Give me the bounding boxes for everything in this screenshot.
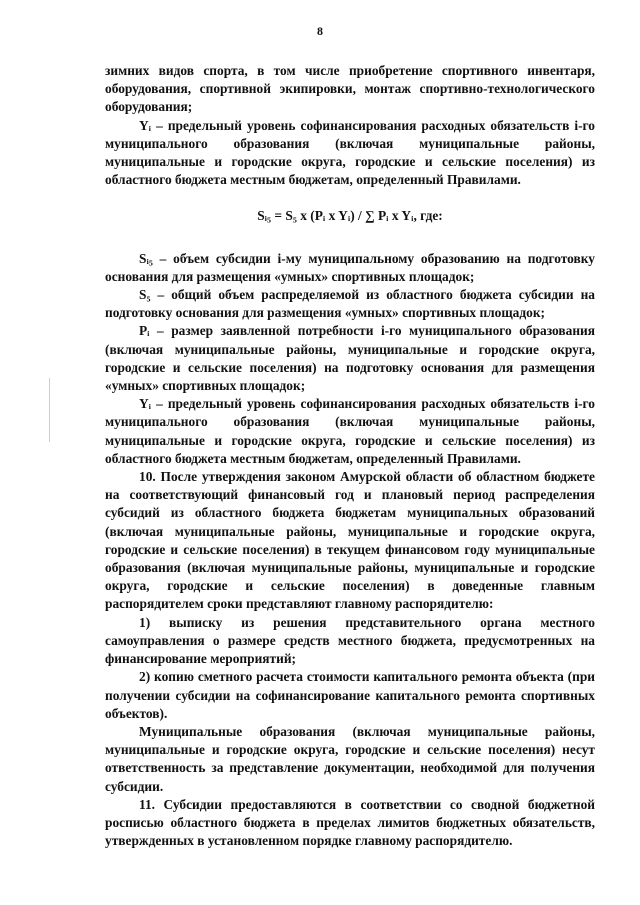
paragraph-si5-definition: Sᵢ₅ – объем субсидии i-му муниципальному образованию на подготовку основания для размещения «умных» спортивных площадок; (105, 250, 595, 284)
paragraph-pi-definition: Pᵢ – размер заявленной потребности i-го муниципального образования (включая муниципальные районы, муниципальные и городские округа, городские и сельские поселения) на подготовку основания для размещения «умных» спортивных площадок; (105, 323, 595, 394)
page-number: 8 (317, 24, 323, 38)
paragraph-s5-definition: S₅ – общий объем распределяемой из областного бюджета субсидии на подготовку основания для размещения «умных» спортивных площадок; (105, 287, 595, 321)
paragraph-responsibility: Муниципальные образования (включая муниципальные районы, муниципальные и городские округа, городские и сельские поселения) несут ответственность за представление документации, необходимой для получения субсидии. (105, 723, 595, 794)
paragraph-item-1: 1) выписку из решения представительного органа местного самоуправления о размере средств местного бюджета, предусмотренных на финансирование мероприятий; (105, 614, 595, 667)
formula-subsidy-distribution: Sᵢ₅ = S₅ x (Pᵢ x Yᵢ) / ∑ Pᵢ x Yᵢ, где: (257, 208, 443, 224)
paragraph-y-definition: Yᵢ – предельный уровень софинансирования расходных обязательств i-го муниципального образования (включая муниципальные районы, муниципальные и городские округа, городские и сельские поселения) из областного бюджета местным бюджетам, определенный Правилами. (105, 117, 595, 188)
paragraph-item-2: 2) копию сметного расчета стоимости капитального ремонта объекта (при получении субсидии на софинансирование капитального ремонта спортивных объектов). (105, 669, 595, 721)
document-body (105, 62, 595, 850)
paragraph-yi-definition: Yᵢ – предельный уровень софинансирования расходных обязательств i-го муниципального образования (включая муниципальные районы, муниципальные и городские округа, городские и сельские поселения) из областного бюджета местным бюджетам, определенный Правилами. (105, 396, 595, 466)
paragraph-clause-11: 11. Субсидии предоставляются в соответствии со сводной бюджетной росписью областного бюджета в пределах лимитов бюджетных обязательств, утвержденных в установленном порядке главному распорядителю. (105, 796, 595, 849)
scan-margin-mark (49, 378, 50, 442)
paragraph-continuation: зимних видов спорта, в том числе приобретение спортивного инвентаря, оборудования, спортивной экипировки, монтаж спортивно-технологического оборудования; (105, 63, 595, 115)
paragraph-clause-10: 10. После утверждения законом Амурской области об областном бюджете на соответствующий финансовый год и плановый период распределения субсидий из областного бюджета бюджетам муниципальных образований (включая муниципальные районы, муниципальные и городские округа, городские и сельские поселения) в текущем финансовом году муниципальные образования (включая муниципальные районы, муниципальные и городские округа, городские и сельские поселения) в доведенные главным распорядителем сроки представляют главному распорядителю: (105, 469, 595, 612)
